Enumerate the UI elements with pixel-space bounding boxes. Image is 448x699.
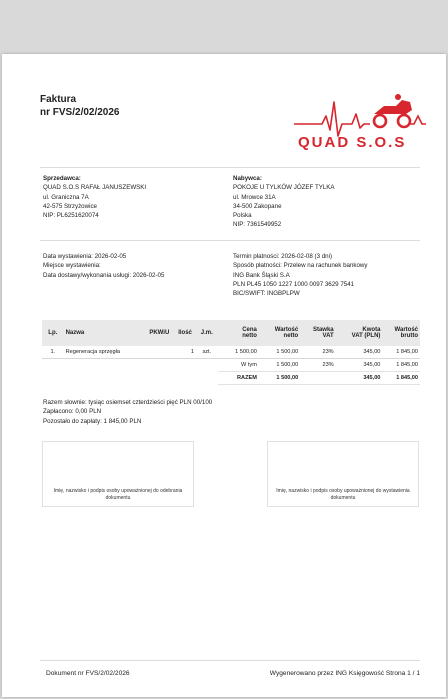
cell-vat-rate: 23% <box>300 346 335 359</box>
col-vat-amount-line1: Kwota <box>362 327 381 333</box>
col-gross <box>382 320 420 346</box>
col-gross-line1: Wartość <box>394 327 418 333</box>
subtotal-net-value: 1 500,00 <box>259 359 300 372</box>
buyer-country: Polska <box>233 212 252 220</box>
total-label: RAZEM <box>218 372 259 385</box>
col-vat-rate-line1: Stawka <box>312 327 334 333</box>
subtotal-gross: 1 845,00 <box>382 359 420 372</box>
swift-code: BIC/SWIFT: INGBPLPW <box>233 290 300 298</box>
signature-box-issuer <box>267 441 419 507</box>
cell-net-price: 1 500,00 <box>218 346 259 359</box>
payment-block <box>233 252 368 298</box>
bank-name: ING Bank Śląski S.A <box>233 271 290 279</box>
subtotal-vat-amount: 345,00 <box>336 359 383 372</box>
seller-city: 42-575 Strzyżowice <box>43 202 97 210</box>
seller-name: QUAD S.O.S RAFAŁ JANUSZEWSKI <box>43 184 147 192</box>
seller-label: Sprzedawca: <box>43 175 81 182</box>
subtotal-label: W tym <box>218 359 259 372</box>
footer-generated-by: Wygenerowano przez ING Księgowość Strona 1 / 1 <box>269 670 420 677</box>
col-unit: J.m. <box>196 320 218 346</box>
company-logo <box>292 84 428 154</box>
invoice-page <box>2 54 446 697</box>
col-net-value-line1: Wartość <box>274 327 299 333</box>
subtotal-row <box>42 359 420 372</box>
cell-gross: 1 845,00 <box>382 346 420 359</box>
col-net-price-line2: netto <box>242 333 257 339</box>
amount-due: Pozostało do zapłaty: 1 845,00 PLN <box>43 417 142 425</box>
amount-paid: Zapłacono: 0,00 PLN <box>43 408 102 416</box>
buyer-name: POKOJE U TYLKÓW JÓZEF TYLKA <box>233 184 335 192</box>
payment-method: Sposób płatności: Przelew na rachunek bankowy <box>233 262 368 270</box>
buyer-label: Nabywca: <box>233 175 262 182</box>
total-net-value: 1 500,00 <box>259 372 300 385</box>
logo-text: QUAD S.O.S <box>298 134 407 151</box>
col-gross-line2: brutto <box>400 333 418 339</box>
separator <box>40 167 420 168</box>
col-net-value-line2: netto <box>283 333 299 339</box>
invoice-title: Faktura <box>40 94 77 105</box>
col-net-value <box>259 320 300 346</box>
total-vat-amount: 345,00 <box>336 372 383 385</box>
cell-name: Regeneracja sprzęgła <box>64 346 145 359</box>
col-vat-amount-line2: VAT (PLN) <box>351 333 381 339</box>
buyer-nip: NIP: 7361549952 <box>233 221 282 229</box>
signature-label-recipient: Imię, nazwisko i podpis osoby upoważnionej do odebrania dokumentu <box>53 488 183 501</box>
col-qty: Ilość <box>174 320 196 346</box>
signature-label-issuer: Imię, nazwisko i podpis osoby upoważnionej do wystawienia dokumentu <box>276 488 410 501</box>
col-vat-rate <box>300 320 335 346</box>
items-table <box>42 320 420 385</box>
payment-term: Termin płatności: 2026-02-08 (3 dni) <box>233 253 333 260</box>
total-gross: 1 845,00 <box>382 372 420 385</box>
col-vat-amount <box>336 320 383 346</box>
subtotal-vat-rate: 23% <box>300 359 335 372</box>
col-pkwiu: PKWiU <box>144 320 174 346</box>
col-lp: Lp. <box>42 320 64 346</box>
cell-lp: 1. <box>42 346 64 359</box>
dates-block <box>43 252 164 280</box>
col-vat-rate-line2: VAT <box>322 333 334 339</box>
summary-block <box>43 398 212 426</box>
total-row <box>42 372 420 385</box>
separator <box>40 240 420 241</box>
signature-box-recipient <box>42 441 194 507</box>
col-net-price <box>218 320 259 346</box>
footer-document-number: Dokument nr FVS/2/02/2026 <box>46 670 130 677</box>
buyer-city: 34-500 Zakopane <box>233 202 282 210</box>
seller-block <box>43 174 146 220</box>
seller-street: ul. Graniczna 7A <box>43 193 89 201</box>
cell-net-value: 1 500,00 <box>259 346 300 359</box>
cell-unit: szt. <box>196 346 218 359</box>
delivery-date: Data dostawy/wykonania usługi: 2026-02-05 <box>43 271 165 279</box>
table-header-row <box>42 320 420 346</box>
footer-separator <box>40 660 420 661</box>
cell-pkwiu <box>144 346 174 359</box>
table-row <box>42 346 420 359</box>
invoice-number: nr FVS/2/02/2026 <box>40 107 120 118</box>
buyer-block <box>233 174 335 230</box>
cell-vat-amount: 345,00 <box>336 346 383 359</box>
col-net-price-line1: Cena <box>242 327 257 333</box>
col-name: Nazwa <box>64 320 145 346</box>
seller-nip: NIP: PL6251620074 <box>43 212 99 220</box>
issue-place: Miejsce wystawienia: <box>43 262 101 270</box>
bank-account: PLN PL45 1050 1227 1000 0097 3629 7541 <box>233 280 355 288</box>
buyer-street: ul. Mrowce 31A <box>233 193 276 201</box>
issue-date: Data wystawienia: 2026-02-05 <box>43 253 127 260</box>
cell-qty: 1 <box>174 346 196 359</box>
amount-in-words: Razem słownie: tysiąc osiemset czterdzieści pięć PLN 00/100 <box>43 399 213 406</box>
